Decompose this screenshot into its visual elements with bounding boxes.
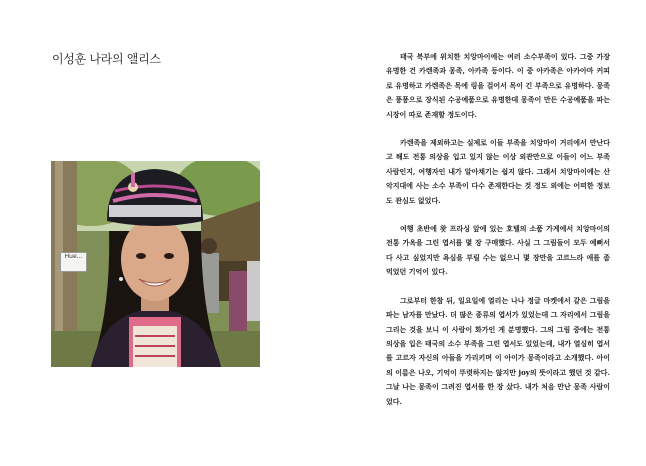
portrait-photo bbox=[51, 161, 260, 367]
background-sign bbox=[60, 252, 87, 272]
page-title: 이성훈 나라의 앨리스 bbox=[52, 52, 161, 66]
essay-body bbox=[386, 50, 610, 423]
paragraph-2: 카렌족을 제외하고는 실제로 이들 부족을 치앙마이 거리에서 만난다고 해도 전통 의상을 입고 있지 않는 이상 외관만으로 이들이 어느 부족 사람인지, 여행자인 내가 알아채기는 쉽지 않다. 그래서 치앙마이에는 산악지대에 사는 소수 부족이 다수 존재한다는 것 정도 외에는 어떠한 정보도 관심도 없었다. bbox=[386, 138, 610, 205]
paragraph-3: 여행 초반에 왓 프라싱 앞에 있는 호텔의 소품 가게에서 치앙마이의 전통 가옥을 그린 엽서를 몇 장 구매했다. 사실 그 그림들이 모두 예뻐서 다 사고 싶었지만 욕심을 부릴 수는 없으니 몇 장만을 고르느라 애를 좀 먹었던 기억이 있다. bbox=[386, 224, 610, 277]
background-sign-text: Hue... bbox=[64, 253, 83, 260]
paragraph-4: 그로부터 한참 뒤, 일요일에 열리는 나나 정글 마켓에서 같은 그림을 파는 남자를 만났다. 더 많은 종류의 엽서가 있었는데 그 자리에서 그림을 그리는 것을 보니 이 사람이 화가인 게 분명했다. 그의 그림 중에는 전통 의상을 입은 태국의 소수 부족을 그린 엽서도 있었는데, 내가 열심히 엽서를 고르자 자신의 아들을 가리키며 이 아이가 몽족이라고 소개했다. 아이의 이름은 나오, 기억이 뚜렷하지는 않지만 joy의 뜻이라고 했던 것 같다. 그날 나는 몽족이 그려진 엽서를 한 장 샀다. 내가 처음 만난 몽족 사람이었다. bbox=[386, 295, 610, 406]
paragraph-1: 태국 북부에 위치한 치앙마이에는 여러 소수부족이 있다. 그중 가장 유명한 건 카렌족과 몽족, 아카족 등이다. 이 중 아카족은 아카아마 커피로 유명하고 카렌족은 목에 링을 걸어서 목이 긴 부족으로 유명하다. 몽족은 퐁퐁으로 장식된 수공예품으로 유명한데 몽족이 만든 수공예품을 파는 시장이 따로 존재할 정도이다. bbox=[386, 52, 610, 119]
